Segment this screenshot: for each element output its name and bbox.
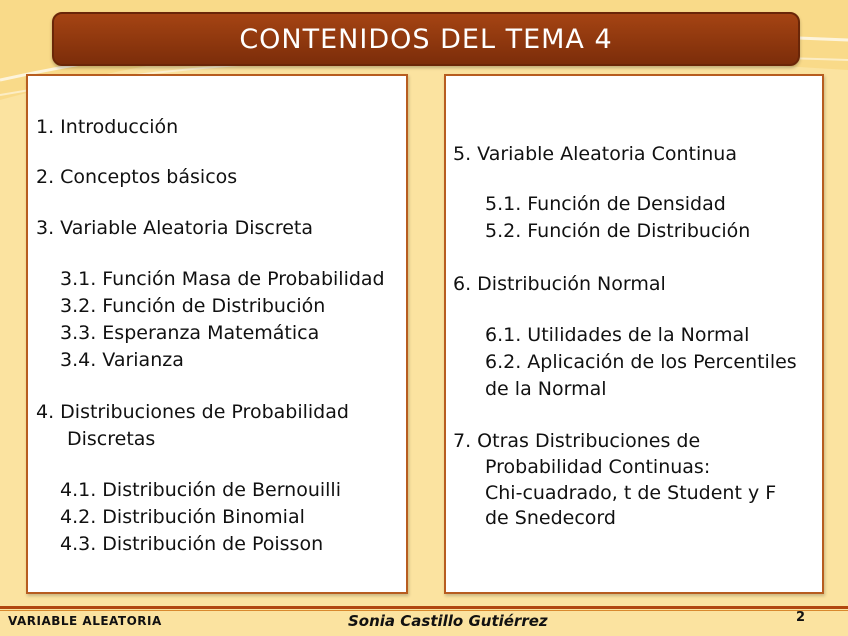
list-item: Chi-cuadrado, t de Student y F [485, 482, 777, 504]
list-item: 3.3. Esperanza Matemática [60, 322, 320, 344]
list-item: de la Normal [485, 378, 607, 400]
list-item: 6.1. Utilidades de la Normal [485, 324, 750, 346]
list-item: 4.3. Distribución de Poisson [60, 533, 324, 555]
list-item: 6.2. Aplicación de los Percentiles [485, 351, 797, 373]
list-item: Probabilidad Continuas: [485, 456, 711, 478]
footer-author: Sonia Castillo Gutiérrez [348, 612, 548, 630]
slide-title: CONTENIDOS DEL TEMA 4 [239, 23, 613, 55]
list-item: 3.4. Varianza [60, 349, 184, 371]
list-item: 5. Variable Aleatoria Continua [453, 143, 737, 165]
footer-divider [0, 606, 848, 609]
list-item: 5.1. Función de Densidad [485, 193, 726, 215]
list-item: 6. Distribución Normal [453, 273, 666, 295]
title-bar [52, 12, 800, 66]
list-item: 7. Otras Distribuciones de [453, 430, 701, 452]
right-content-panel [444, 74, 824, 594]
list-item: 4.1. Distribución de Bernouilli [60, 479, 341, 501]
list-item: de Snedecord [485, 507, 616, 529]
list-item: 3. Variable Aleatoria Discreta [36, 217, 314, 239]
footer-divider-accent [0, 610, 848, 611]
list-item: 4.2. Distribución Binomial [60, 506, 305, 528]
left-content-panel [26, 74, 408, 594]
list-item: 4. Distribuciones de Probabilidad [36, 401, 349, 423]
list-item: 2. Conceptos básicos [36, 166, 238, 188]
footer-subject: VARIABLE ALEATORIA [8, 614, 162, 628]
list-item: Discretas [67, 428, 156, 450]
list-item: 3.1. Función Masa de Probabilidad [60, 268, 385, 290]
list-item: 3.2. Función de Distribución [60, 295, 326, 317]
list-item: 5.2. Función de Distribución [485, 220, 751, 242]
list-item: 1. Introducción [36, 116, 179, 138]
page-number: 2 [796, 610, 806, 625]
